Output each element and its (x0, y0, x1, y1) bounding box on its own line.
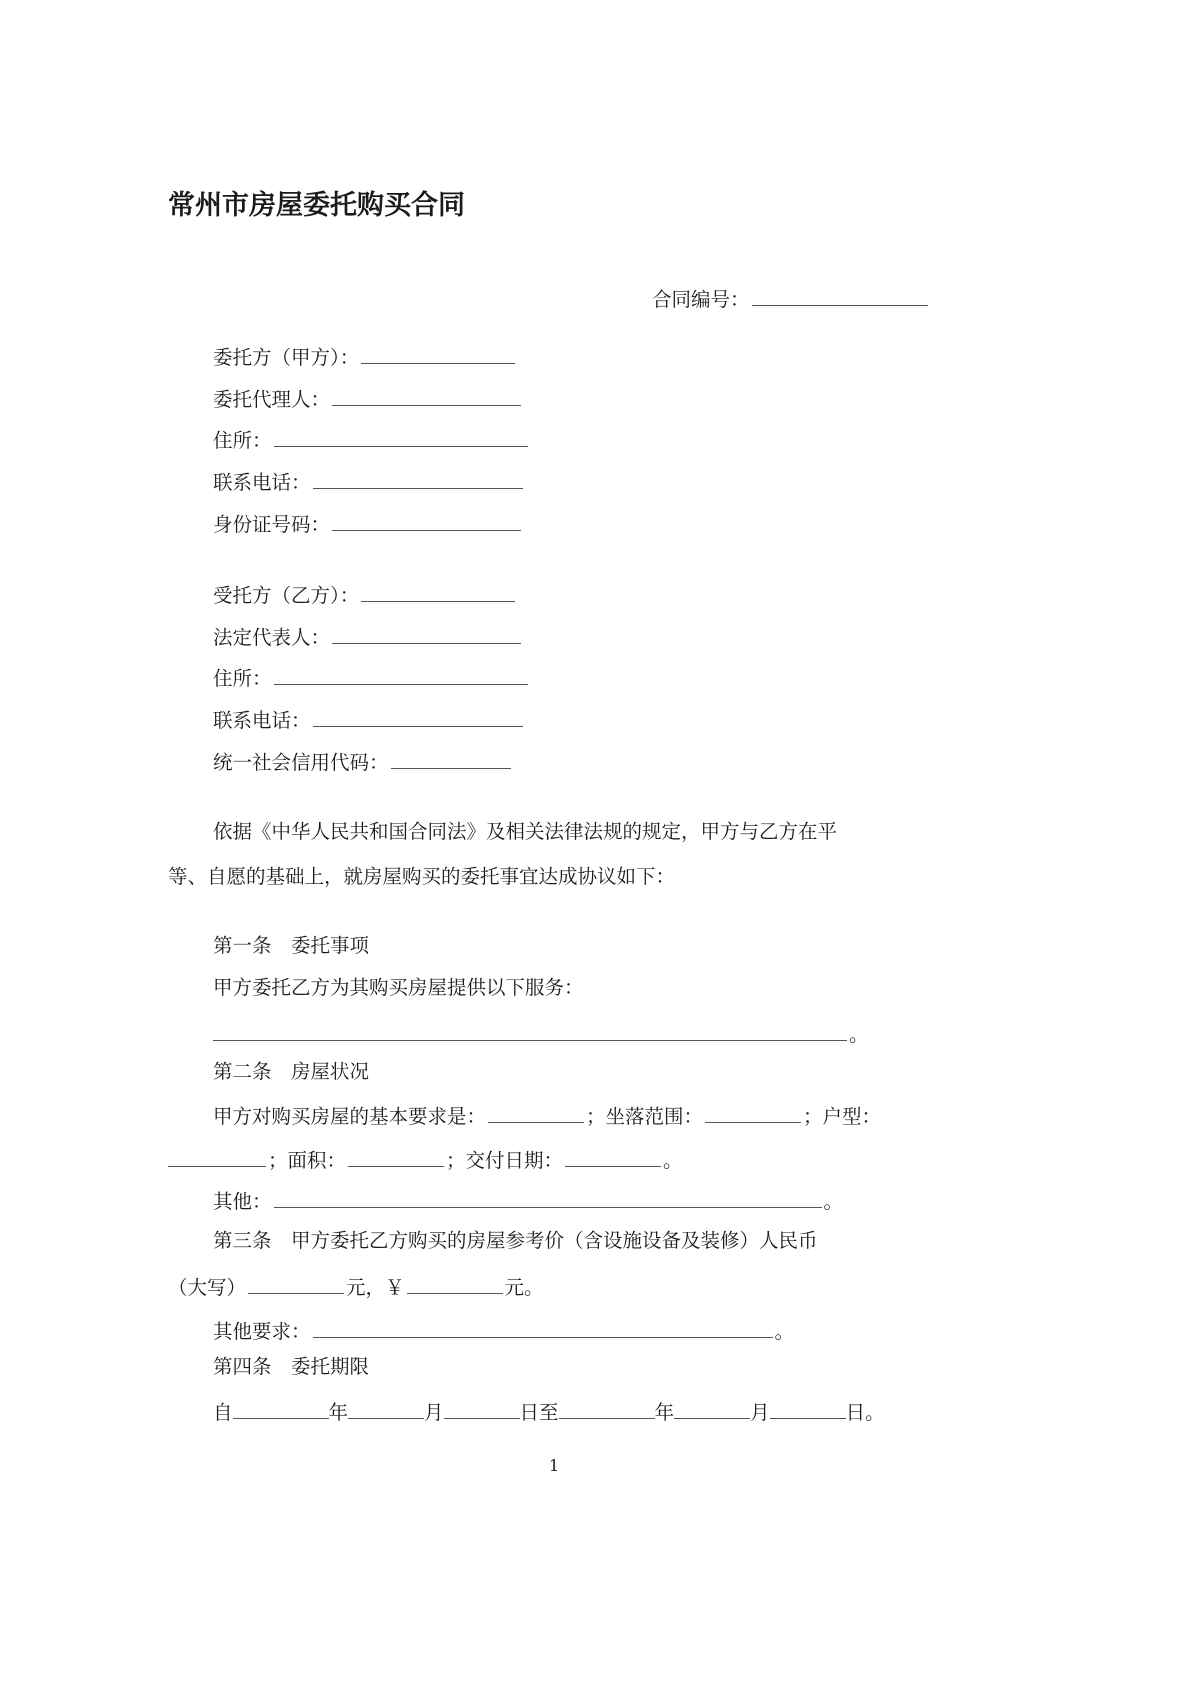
other-requirements-label: 其他要求： (213, 1320, 311, 1343)
article-2-end: 。 (663, 1149, 683, 1172)
party-b-representative-row (213, 621, 523, 649)
article-2-other-row (213, 1185, 843, 1213)
location-label: ；坐落范围： (586, 1105, 704, 1128)
party-b-phone-row (213, 704, 525, 732)
other-requirements-end: 。 (774, 1320, 795, 1343)
price-yuan-label: 元，￥ (346, 1276, 405, 1299)
delivery-date-field[interactable] (565, 1144, 661, 1167)
party-b-credit-code-row (213, 746, 513, 774)
party-b-label: 受托方（乙方）： (213, 584, 360, 607)
party-a-label: 委托方（甲方）： (213, 346, 360, 369)
contract-number-field[interactable] (752, 283, 928, 306)
start-month-label: 月 (424, 1401, 444, 1424)
layout-field[interactable] (168, 1144, 266, 1167)
page-number: 1 (549, 1456, 560, 1475)
delivery-date-label: ；交付日期： (446, 1149, 564, 1172)
party-a-id-row (213, 508, 523, 536)
party-b-phone-label: 联系电话： (213, 709, 311, 732)
party-b-representative-field[interactable] (332, 621, 521, 644)
party-b-address-field[interactable] (274, 662, 528, 685)
other-end: 。 (823, 1190, 844, 1213)
page-title: 常州市房屋委托购买合同 (168, 190, 465, 221)
article-3-other-row (213, 1315, 794, 1343)
party-a-agent-field[interactable] (332, 383, 521, 406)
party-b-representative-label: 法定代表人： (213, 626, 331, 649)
party-a-address-label: 住所： (213, 429, 272, 452)
layout-label: ；户型： (803, 1105, 882, 1128)
to-label: 日至 (519, 1401, 559, 1424)
contract-number-label: 合同编号： (652, 288, 750, 311)
area-label: ；面积： (268, 1149, 347, 1172)
start-day-field[interactable] (444, 1396, 520, 1419)
party-b-phone-field[interactable] (313, 704, 523, 727)
party-a-phone-row (213, 466, 525, 494)
other-requirements-field[interactable] (313, 1315, 773, 1338)
price-number-field[interactable] (407, 1271, 503, 1294)
party-b-credit-code-field[interactable] (391, 746, 511, 769)
preamble-line-2: 等、自愿的基础上，就房屋购买的委托事宜达成协议如下： (168, 865, 676, 888)
party-a-address-field[interactable] (274, 424, 528, 447)
preamble-line-1: 依据《中华人民共和国合同法》及相关法律法规的规定，甲方与乙方在平 (213, 820, 838, 843)
article-1-end: 。 (849, 1023, 869, 1046)
start-year-field[interactable] (233, 1396, 329, 1419)
requirements-label: 甲方对购买房屋的基本要求是： (213, 1105, 487, 1128)
article-1-text: 甲方委托乙方为其购买房屋提供以下服务： (213, 976, 584, 999)
article-1-heading: 第一条 委托事项 (213, 934, 370, 957)
start-month-field[interactable] (348, 1396, 424, 1419)
party-b-credit-code-label: 统一社会信用代码： (213, 751, 389, 774)
end-year-label: 年 (654, 1401, 675, 1424)
article-1-service-row (213, 1018, 869, 1046)
party-a-field[interactable] (361, 341, 515, 364)
other-field[interactable] (274, 1185, 822, 1208)
price-capital-field[interactable] (248, 1271, 344, 1294)
party-a-agent-row (213, 383, 523, 411)
article-4-period-row (213, 1396, 885, 1424)
party-a-row (213, 341, 517, 369)
area-field[interactable] (348, 1144, 444, 1167)
article-3-price-row (168, 1271, 544, 1299)
article-2-heading: 第二条 房屋状况 (213, 1060, 370, 1083)
party-a-address-row (213, 424, 530, 452)
end-day-field[interactable] (770, 1396, 846, 1419)
party-b-field[interactable] (361, 579, 515, 602)
price-end: 元。 (504, 1276, 544, 1299)
requirements-field[interactable] (488, 1100, 584, 1123)
contract-number-row (652, 283, 930, 311)
end-year-field[interactable] (559, 1396, 655, 1419)
party-b-row (213, 579, 517, 607)
article-1-service-field[interactable] (213, 1018, 847, 1041)
end-month-label: 月 (750, 1401, 770, 1424)
party-a-phone-label: 联系电话： (213, 471, 311, 494)
other-label: 其他： (213, 1190, 272, 1213)
from-label: 自 (213, 1401, 233, 1424)
party-b-address-label: 住所： (213, 667, 272, 690)
article-3-line-1: 第三条 甲方委托乙方购买的房屋参考价（含设施设备及装修）人民币 (213, 1229, 818, 1252)
party-a-id-label: 身份证号码： (213, 513, 331, 536)
party-b-address-row (213, 662, 530, 690)
price-capital-label: （大写） (168, 1276, 247, 1299)
party-a-phone-field[interactable] (313, 466, 523, 489)
article-2-details-row (168, 1144, 683, 1172)
article-2-requirements-row (213, 1100, 881, 1128)
start-year-label: 年 (328, 1401, 349, 1424)
end-day-label: 日。 (845, 1401, 885, 1424)
end-month-field[interactable] (674, 1396, 750, 1419)
party-a-agent-label: 委托代理人： (213, 388, 331, 411)
location-field[interactable] (705, 1100, 801, 1123)
article-4-heading: 第四条 委托期限 (213, 1355, 370, 1378)
party-a-id-field[interactable] (332, 508, 521, 531)
